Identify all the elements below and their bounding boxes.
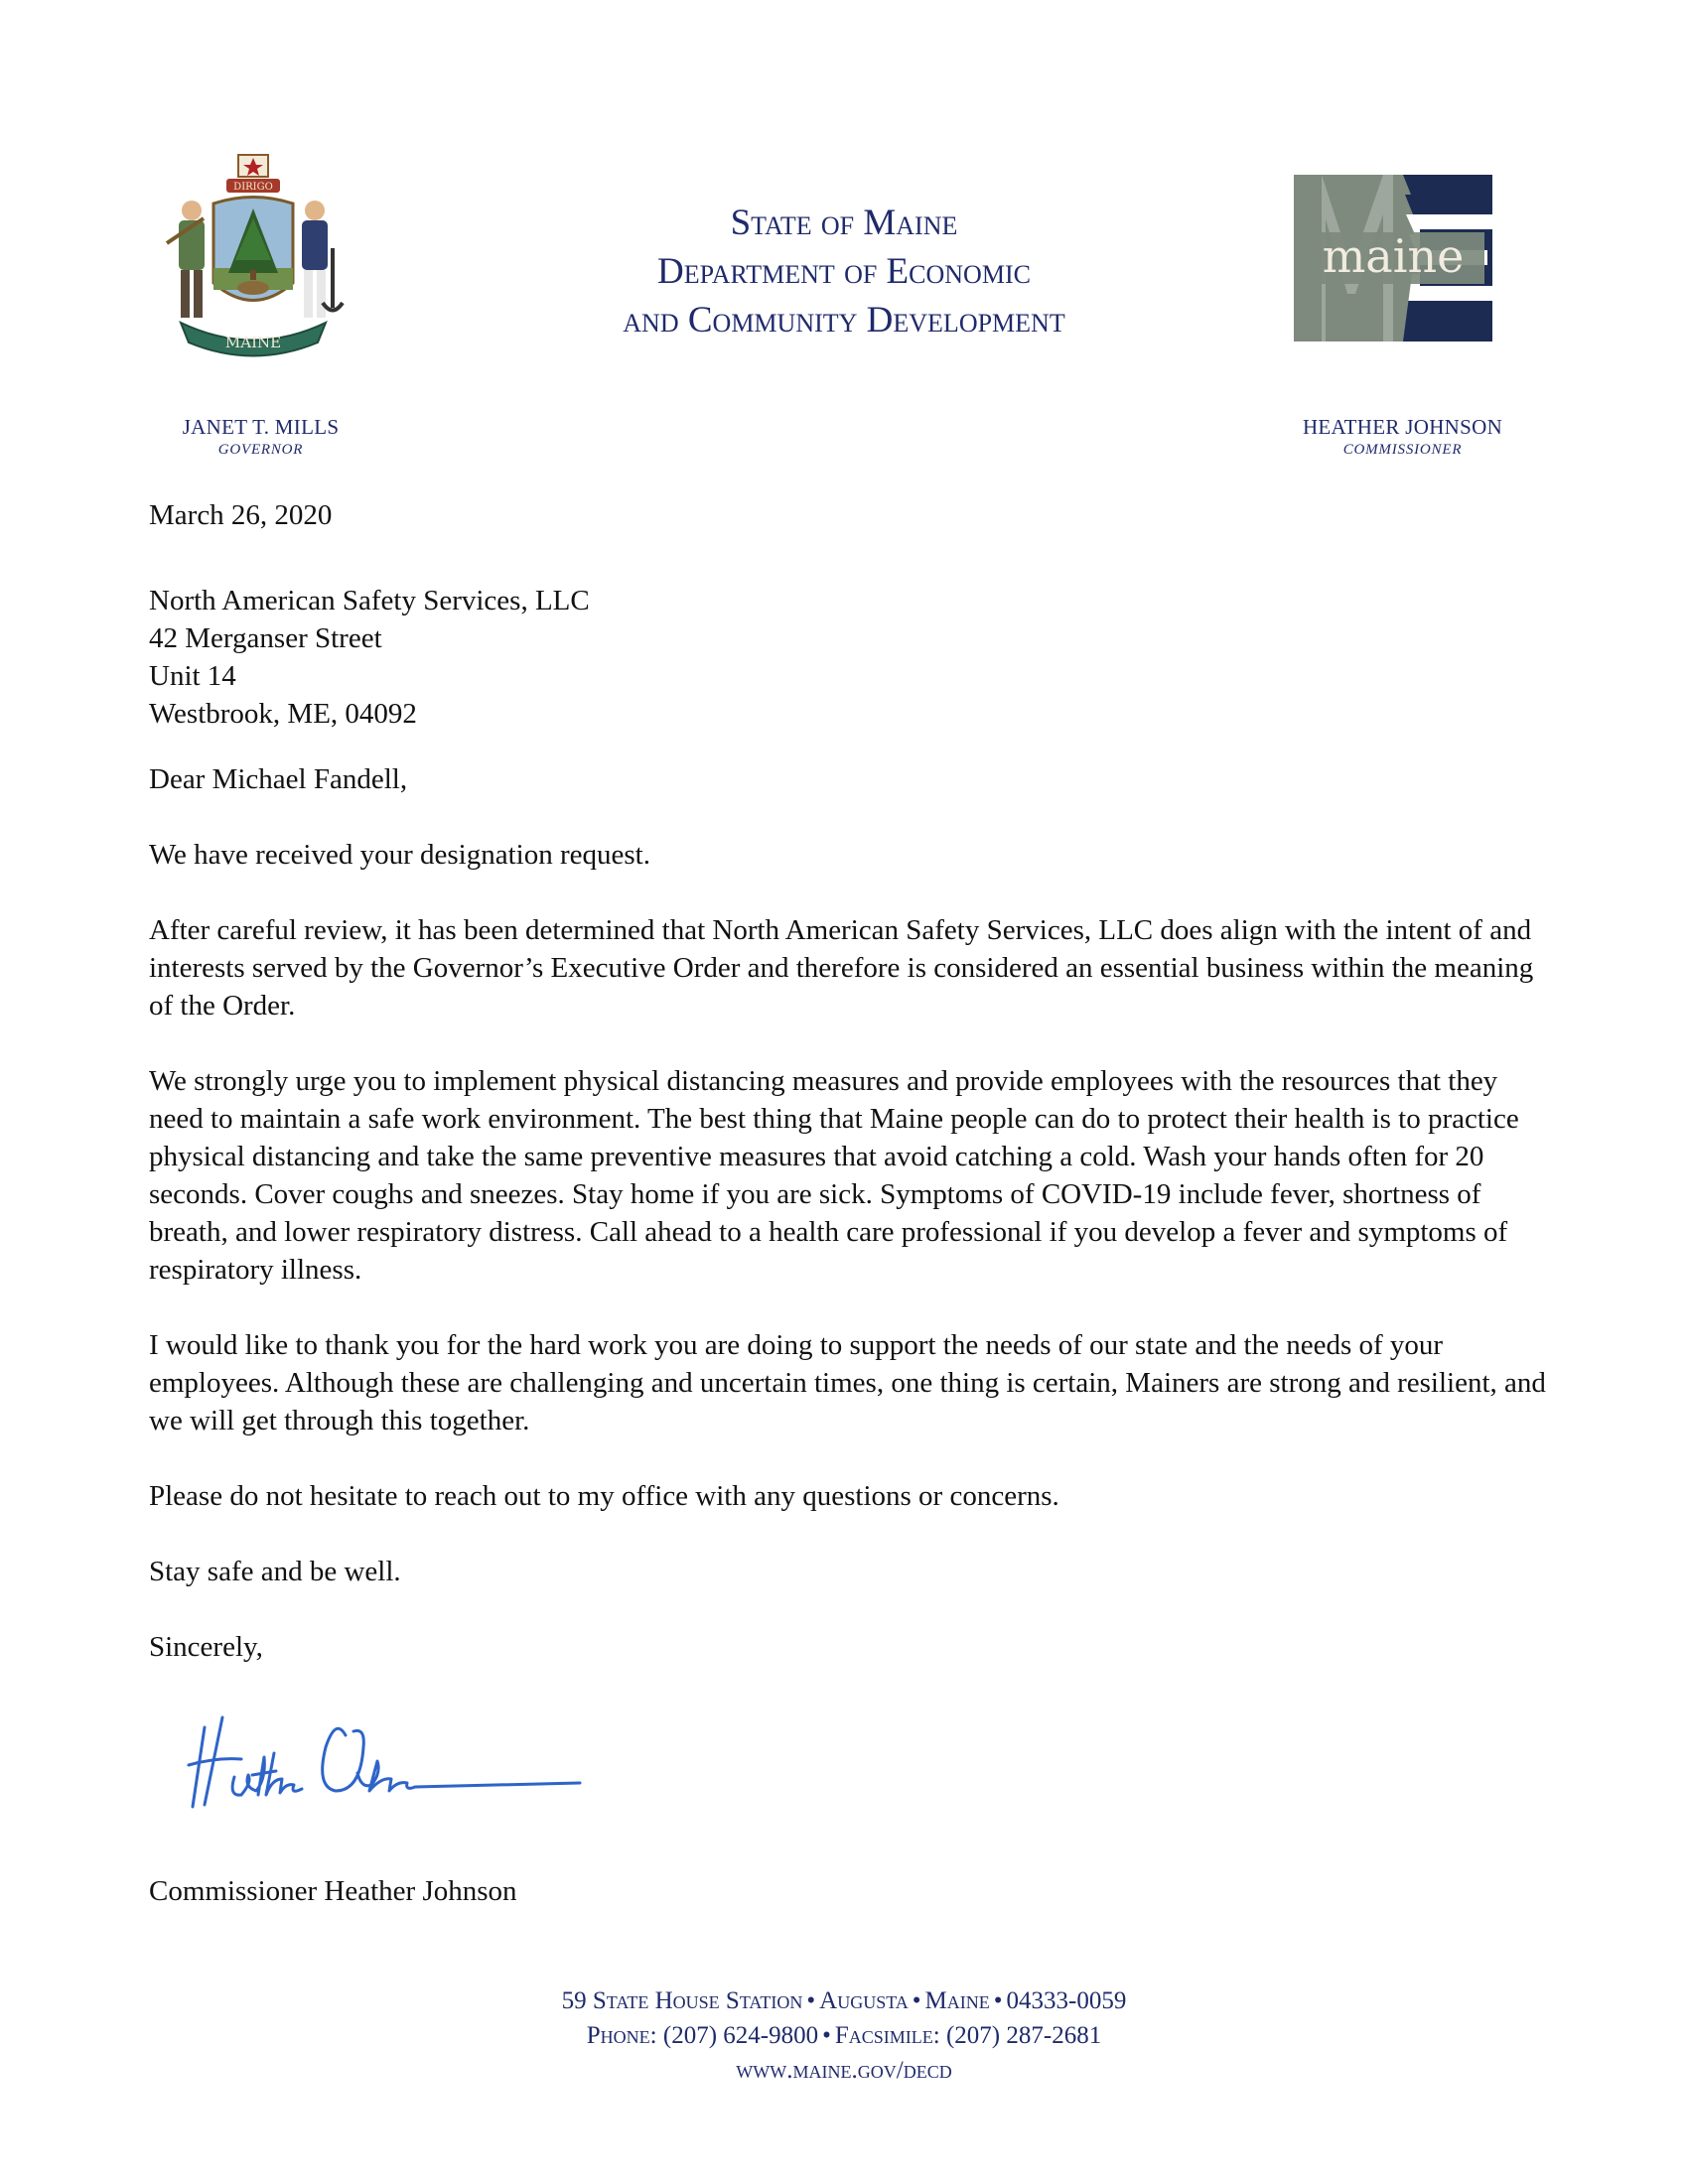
paragraph-4: I would like to thank you for the hard work you are doing to support the needs of our state and the needs of your employees. Although these are challenging and uncertain times, one thing is certain, Mainers are strong and resilient, and we will get through this together. (149, 1329, 1546, 1436)
seal-motto: DIRIGO (233, 182, 273, 193)
closing: Sincerely, (149, 1631, 263, 1663)
paragraph-1: We have received your designation request. (149, 839, 650, 871)
fax-label: Facsimile: (834, 2022, 940, 2049)
governor-name: JANET T. MILLS (182, 415, 340, 439)
paragraph-3: We strongly urge you to implement physical distancing measures and provide employees with the resources that they need to maintain a safe work environment. The best thing that Maine people can do to protect their health is to practice physical distancing and take the same preventive measures that avoid catching a cold. Wash your hands often for 20 seconds. Cover coughs and sneezes. Stay home if you are sick. Symptoms of COVID-19 include fever, shortness of breath, and lower respiratory distress. Call ahead to a health care professional if you develop a fever and symptoms of respiratory illness. (149, 1065, 1519, 1286)
letterhead-footer (348, 1983, 1340, 2088)
footer-address-line: 59 State House Station • Augusta • Maine • 04333-0059 (561, 1987, 1127, 2014)
footer-state: Maine (924, 1987, 990, 2014)
recipient-line-4: Westbrook, ME, 04092 (149, 698, 417, 730)
commissioner-title: COMMISSIONER (1342, 442, 1463, 458)
footer-street: 59 State House Station (561, 1987, 803, 2014)
governor-title: GOVERNOR (217, 442, 304, 458)
fax-number: (207) 287-2681 (945, 2022, 1102, 2049)
footer-zip: 04333-0059 (1006, 1987, 1127, 2014)
phone-number: (207) 624-9800 (662, 2022, 819, 2049)
recipient-line-3: Unit 14 (149, 660, 236, 692)
seal-scroll-text: MAINE (224, 334, 282, 351)
commissioner-block (1276, 415, 1529, 459)
recipient-line-2: 42 Merganser Street (149, 622, 382, 654)
commissioner-name: HEATHER JOHNSON (1302, 415, 1503, 439)
signer-name: Commissioner Heather Johnson (149, 1875, 517, 1907)
paragraph-5: Please do not hesitate to reach out to my office with any questions or concerns. (149, 1480, 1059, 1512)
phone-label: Phone: (586, 2022, 657, 2049)
paragraph-2: After careful review, it has been determined that North American Safety Services, LLC does align with the intent of and interests served by the Governor’s Executive Order and therefore is considered an essential business within the meaning of the Order. (149, 914, 1534, 1022)
header-line-3: and Community Development (623, 300, 1065, 341)
header-line-1: State of Maine (730, 203, 958, 243)
recipient-line-1: North American Safety Services, LLC (149, 585, 590, 616)
letter-date: March 26, 2020 (149, 499, 333, 531)
handwritten-signature (187, 1688, 584, 1817)
footer-contact-line: Phone: (207) 624-9800 • Facsimile: (207) 287-2681 (586, 2022, 1102, 2049)
department-header (516, 199, 1172, 344)
paragraph-6: Stay safe and be well. (149, 1556, 401, 1587)
logo-wordmark: maine (1322, 229, 1465, 283)
footer-city: Augusta (819, 1987, 909, 2014)
governor-block (149, 415, 372, 459)
maine-logo-image (1294, 175, 1492, 341)
salutation: Dear Michael Fandell, (149, 763, 408, 795)
maine-state-seal-image (159, 149, 348, 357)
recipient-address (149, 582, 590, 733)
footer-website[interactable]: www.maine.gov/decd (736, 2057, 952, 2084)
header-line-2: Department of Economic (657, 251, 1031, 292)
